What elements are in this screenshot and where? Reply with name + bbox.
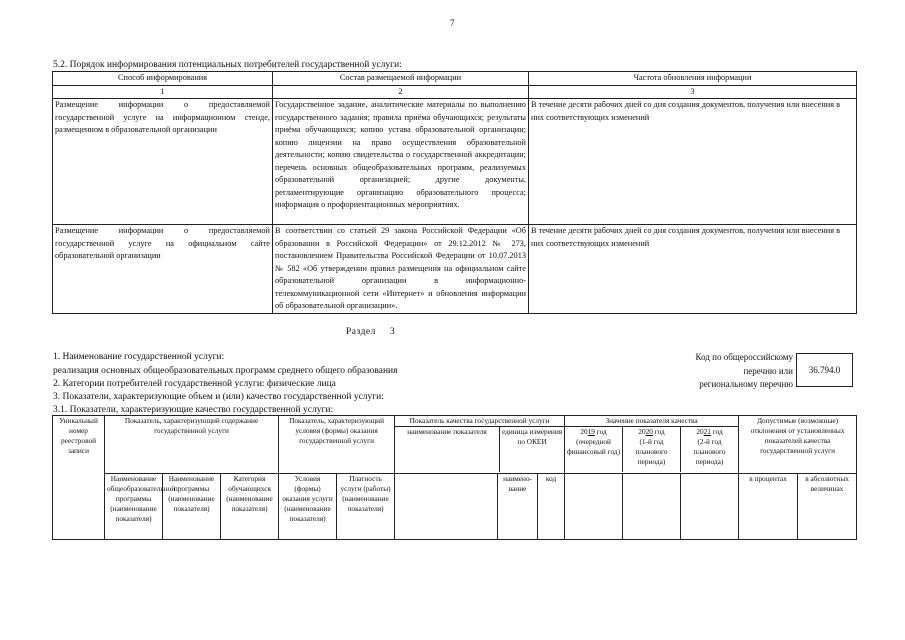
code-label-1: Код по общероссийскому xyxy=(695,352,793,362)
year-3-cell xyxy=(681,474,739,540)
registry-code-box: 36.794.0 xyxy=(796,353,853,387)
year-1-cell xyxy=(565,474,623,540)
header-content: Состав размещаемой информации xyxy=(273,72,529,86)
table-row xyxy=(53,99,857,225)
header-method: Способ информирования xyxy=(53,72,273,86)
sub-header-program-name: Наименование программы (наименование показателя) xyxy=(163,474,221,540)
values-header: Значение показателя качества 2019 год (очередной финансовый год) 2020 год (1-й год планового периода) 2021 год (2-й год планового периода) xyxy=(565,416,739,474)
quality-indicator-header: Показатель качества государственной услуги наименование показателя единица измерения по ОКЕИ xyxy=(395,416,565,474)
page-number: 7 xyxy=(450,18,455,28)
condition-indicator-header: Показатель, характеризующий условия (формы) оказания государственной услуги xyxy=(279,416,395,474)
column-number: 2 xyxy=(273,85,529,99)
quality-indicators-heading: 3.1. Показатели, характеризующие качество государственной услуги: xyxy=(53,405,334,415)
quality-indicators-table xyxy=(52,415,857,540)
year-2-header: 2020 год (1-й год планового периода) xyxy=(623,427,681,472)
consumer-category: 2. Категории потребителей государственной услуги: физические лица xyxy=(53,379,336,389)
sub-header-conditions: Условия (формы) оказания услуги (наименование показателя) xyxy=(279,474,337,540)
indicator-name-cell xyxy=(395,474,498,540)
deviation-percent-header: в процентах xyxy=(739,474,798,540)
indicators-heading: 3. Показатели, характеризующие объем и (или) качество государственной услуги: xyxy=(53,392,384,402)
sub-header-program: Наименование общеобразовательной программы (наименование показателя) xyxy=(105,474,163,540)
content-cell: Государственное задание, аналитические материалы по выполнению государственного задания; правила приёма обучающихся; результаты приёма обучающихся; копию устава образовательной организации; копию лицензии на право осуществления образовательной деятельности; копию свидетельства о государственной аккредитации; перечень основных общеобразовательных программ, реализуемых образовательной организацией; другие документы, регламентирующие организацию образовательного процесса; информация о профориентационных мероприятиях. xyxy=(273,99,529,225)
code-label-3: региональному перечню xyxy=(699,379,793,389)
deviation-absolute-header: в абсолютных величинах xyxy=(798,474,857,540)
information-table xyxy=(52,71,857,314)
year-2-cell xyxy=(623,474,681,540)
unit-header: единица измерения по ОКЕИ xyxy=(501,427,563,446)
code-label-2: перечню или xyxy=(743,366,793,376)
unit-name-header: наимено- вание xyxy=(498,474,538,540)
service-name-label: 1. Наименование государственной услуги: xyxy=(53,352,225,362)
sub-header-payment: Платность услуги (работы) (наименование показателя) xyxy=(337,474,395,540)
indicator-name-header: наименование показателя xyxy=(395,427,500,472)
column-number: 1 xyxy=(53,85,273,99)
section-title: Раздел 3 xyxy=(346,327,396,337)
method-cell: Размещение информации о предоставляемой государственной услуге на официальном сайте образовательной организации xyxy=(53,225,273,314)
frequency-cell: В течение десяти рабочих дней со дня создания документов, получения или внесения в них соответствующих изменений xyxy=(529,99,857,225)
year-1-header: 2019 год (очередной финансовый год) xyxy=(565,427,623,472)
header-frequency: Частота обновления информации xyxy=(529,72,857,86)
column-number: 3 xyxy=(529,85,857,99)
table-row xyxy=(53,225,857,314)
content-indicator-header: Показатель, характеризующий содержание государственной услуги xyxy=(105,416,279,474)
unit-code-header: код xyxy=(538,474,565,540)
unique-number-header: Уникальный номер реестровой записи xyxy=(53,416,105,540)
content-cell: В соответствии со статьей 29 закона Российской Федерации «Об образовании в Российской Федерации» от 29.12.2012 № 273, постановлением Правительства Российской Федерации от 10.07.2013 № 582 «Об утверждении правил размещения на официальном сайте образовательной организации в информационно-телекоммуникационной сети «Интернет» и обновления информации об образовательной организации». xyxy=(273,225,529,314)
year-3-header: 2021 год (2-й год планового периода) xyxy=(693,427,726,466)
section-5-2-heading: 5.2. Порядок информирования потенциальных потребителей государственной услуги: xyxy=(53,60,402,70)
method-cell: Размещение информации о предоставляемой государственной услуге на информационном стенде, размещенном в образовательной организации xyxy=(53,99,273,225)
service-name-value: реализация основных общеобразовательных программ среднего общего образования xyxy=(53,366,398,376)
deviation-header: Допустимые (возможные) отклонения от установленных показателей качества государственной услуги xyxy=(739,416,857,474)
sub-header-category: Категория обучающихся (наименование показателя) xyxy=(221,474,279,540)
frequency-cell: В течение десяти рабочих дней со дня создания документов, получения или внесения в них соответствующих изменений xyxy=(529,225,857,314)
